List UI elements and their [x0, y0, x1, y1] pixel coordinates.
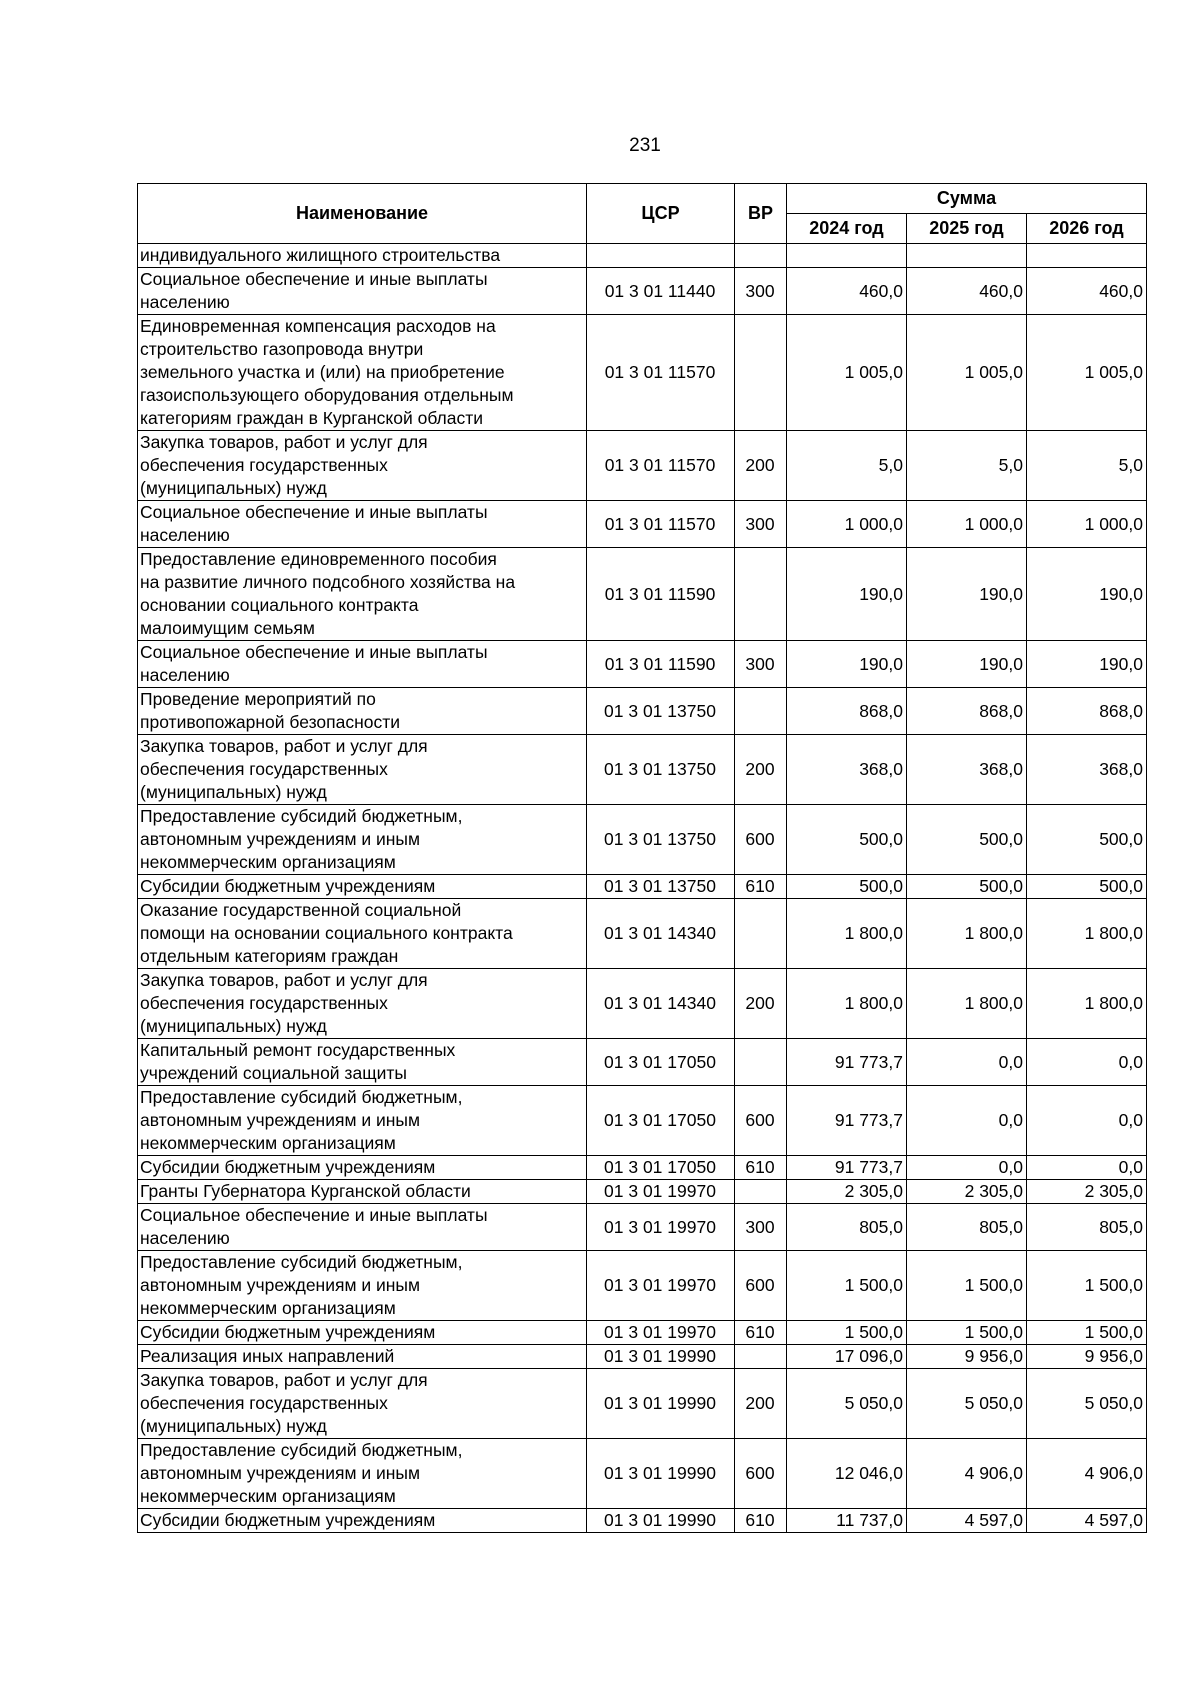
- table-row: [138, 1321, 1147, 1345]
- table-row: [138, 735, 1147, 805]
- csr-cell: 01 3 01 19990: [587, 1345, 735, 1369]
- amount-2026-cell: 805,0: [1027, 1204, 1147, 1251]
- header-csr: ЦСР: [587, 184, 735, 244]
- table-row: [138, 548, 1147, 641]
- name-cell: [138, 548, 587, 641]
- amount-2026-cell: 0,0: [1027, 1039, 1147, 1086]
- header-row: [138, 184, 1147, 214]
- table-row: [138, 1345, 1147, 1369]
- amount-2024-cell: 5 050,0: [787, 1369, 907, 1439]
- name-cell: [138, 1156, 587, 1180]
- csr-cell: 01 3 01 19990: [587, 1439, 735, 1509]
- amount-2025-cell: 4 906,0: [907, 1439, 1027, 1509]
- amount-2025-cell: 460,0: [907, 268, 1027, 315]
- csr-cell: 01 3 01 19970: [587, 1321, 735, 1345]
- header-year-2024: 2024 год: [787, 214, 907, 244]
- amount-2025-cell: 5,0: [907, 431, 1027, 501]
- amount-2024-cell: 91 773,7: [787, 1039, 907, 1086]
- name-line: Гранты Губернатора Курганской области: [140, 1181, 471, 1201]
- amount-2026-cell: 1 500,0: [1027, 1251, 1147, 1321]
- name-cell: [138, 1439, 587, 1509]
- vr-cell: [735, 1039, 787, 1086]
- amount-2024-cell: 1 005,0: [787, 315, 907, 431]
- name-cell: [138, 1251, 587, 1321]
- table-row: [138, 1369, 1147, 1439]
- amount-2024-cell: 868,0: [787, 688, 907, 735]
- name-line: учреждений социальной защиты: [140, 1063, 407, 1083]
- amount-2025-cell: 9 956,0: [907, 1345, 1027, 1369]
- vr-cell: 300: [735, 641, 787, 688]
- amount-2026-cell: 2 305,0: [1027, 1180, 1147, 1204]
- csr-cell: 01 3 01 17050: [587, 1086, 735, 1156]
- amount-2024-cell: 5,0: [787, 431, 907, 501]
- amount-2025-cell: 190,0: [907, 641, 1027, 688]
- page-number: 231: [629, 135, 661, 156]
- name-line: Оказание государственной социальной: [140, 900, 462, 920]
- name-cell: [138, 1369, 587, 1439]
- amount-2026-cell: 4 597,0: [1027, 1509, 1147, 1533]
- amount-2024-cell: 190,0: [787, 548, 907, 641]
- name-line: противопожарной безопасности: [140, 712, 401, 732]
- table-row: [138, 244, 1147, 268]
- name-line: земельного участка и (или) на приобретение: [140, 362, 505, 382]
- amount-2025-cell: [907, 244, 1027, 268]
- vr-cell: 600: [735, 805, 787, 875]
- name-line: некоммерческим организациям: [140, 1486, 396, 1506]
- name-line: населению: [140, 1228, 230, 1248]
- table-row: [138, 1204, 1147, 1251]
- table-row: [138, 268, 1147, 315]
- csr-cell: 01 3 01 14340: [587, 899, 735, 969]
- name-cell: [138, 1345, 587, 1369]
- amount-2026-cell: 1 800,0: [1027, 969, 1147, 1039]
- vr-cell: 610: [735, 1156, 787, 1180]
- name-cell: [138, 1509, 587, 1533]
- name-line: строительство газопровода внутри: [140, 339, 424, 359]
- vr-cell: 200: [735, 969, 787, 1039]
- table-row: [138, 1439, 1147, 1509]
- amount-2026-cell: 5,0: [1027, 431, 1147, 501]
- name-line: автономным учреждениям и иным: [140, 1463, 421, 1483]
- table-row: [138, 1156, 1147, 1180]
- amount-2024-cell: 12 046,0: [787, 1439, 907, 1509]
- amount-2024-cell: 1 800,0: [787, 899, 907, 969]
- name-line: малоимущим семьям: [140, 618, 315, 638]
- name-cell: [138, 1086, 587, 1156]
- amount-2024-cell: 2 305,0: [787, 1180, 907, 1204]
- name-line: Предоставление субсидий бюджетным,: [140, 1252, 463, 1272]
- amount-2025-cell: 1 500,0: [907, 1251, 1027, 1321]
- vr-cell: 610: [735, 875, 787, 899]
- header-year-2025: 2025 год: [907, 214, 1027, 244]
- amount-2025-cell: 4 597,0: [907, 1509, 1027, 1533]
- amount-2025-cell: 0,0: [907, 1156, 1027, 1180]
- amount-2025-cell: 1 005,0: [907, 315, 1027, 431]
- vr-cell: [735, 688, 787, 735]
- name-line: некоммерческим организациям: [140, 1298, 396, 1318]
- vr-cell: 600: [735, 1086, 787, 1156]
- csr-cell: 01 3 01 13750: [587, 805, 735, 875]
- csr-cell: 01 3 01 13750: [587, 875, 735, 899]
- table-row: [138, 969, 1147, 1039]
- name-line: Социальное обеспечение и иные выплаты: [140, 502, 488, 522]
- amount-2025-cell: 2 305,0: [907, 1180, 1027, 1204]
- csr-cell: 01 3 01 19990: [587, 1509, 735, 1533]
- vr-cell: [735, 1345, 787, 1369]
- name-line: Закупка товаров, работ и услуг для: [140, 736, 428, 756]
- amount-2026-cell: 190,0: [1027, 641, 1147, 688]
- vr-cell: 300: [735, 501, 787, 548]
- name-cell: [138, 1180, 587, 1204]
- table-row: [138, 1039, 1147, 1086]
- name-line: Субсидии бюджетным учреждениям: [140, 1157, 436, 1177]
- amount-2026-cell: 190,0: [1027, 548, 1147, 641]
- amount-2026-cell: 1 800,0: [1027, 899, 1147, 969]
- amount-2024-cell: 91 773,7: [787, 1086, 907, 1156]
- csr-cell: 01 3 01 13750: [587, 735, 735, 805]
- amount-2026-cell: 460,0: [1027, 268, 1147, 315]
- name-line: некоммерческим организациям: [140, 1133, 396, 1153]
- table-row: [138, 899, 1147, 969]
- amount-2026-cell: [1027, 244, 1147, 268]
- amount-2024-cell: 1 500,0: [787, 1321, 907, 1345]
- name-line: (муниципальных) нужд: [140, 782, 327, 802]
- amount-2024-cell: 500,0: [787, 805, 907, 875]
- amount-2024-cell: 1 000,0: [787, 501, 907, 548]
- amount-2026-cell: 0,0: [1027, 1156, 1147, 1180]
- name-cell: [138, 688, 587, 735]
- name-cell: [138, 244, 587, 268]
- amount-2025-cell: 500,0: [907, 875, 1027, 899]
- csr-cell: 01 3 01 19970: [587, 1251, 735, 1321]
- amount-2024-cell: 190,0: [787, 641, 907, 688]
- amount-2025-cell: 368,0: [907, 735, 1027, 805]
- table-row: [138, 1509, 1147, 1533]
- amount-2026-cell: 0,0: [1027, 1086, 1147, 1156]
- csr-cell: [587, 244, 735, 268]
- amount-2026-cell: 368,0: [1027, 735, 1147, 805]
- name-cell: [138, 1204, 587, 1251]
- name-line: Капитальный ремонт государственных: [140, 1040, 456, 1060]
- name-line: помощи на основании социального контракта: [140, 923, 513, 943]
- amount-2024-cell: 460,0: [787, 268, 907, 315]
- amount-2026-cell: 4 906,0: [1027, 1439, 1147, 1509]
- name-line: Субсидии бюджетным учреждениям: [140, 1322, 436, 1342]
- header-sum: Сумма: [787, 184, 1147, 214]
- amount-2025-cell: 1 800,0: [907, 899, 1027, 969]
- csr-cell: 01 3 01 19970: [587, 1204, 735, 1251]
- name-line: Предоставление субсидий бюджетным,: [140, 1087, 463, 1107]
- name-line: (муниципальных) нужд: [140, 1416, 327, 1436]
- name-cell: [138, 805, 587, 875]
- vr-cell: [735, 548, 787, 641]
- vr-cell: [735, 315, 787, 431]
- amount-2026-cell: 1 000,0: [1027, 501, 1147, 548]
- amount-2025-cell: 1 000,0: [907, 501, 1027, 548]
- vr-cell: 600: [735, 1251, 787, 1321]
- csr-cell: 01 3 01 11570: [587, 501, 735, 548]
- amount-2026-cell: 5 050,0: [1027, 1369, 1147, 1439]
- vr-cell: 200: [735, 735, 787, 805]
- name-line: отдельным категориям граждан: [140, 946, 399, 966]
- vr-cell: [735, 899, 787, 969]
- table-row: [138, 688, 1147, 735]
- vr-cell: 610: [735, 1509, 787, 1533]
- amount-2026-cell: 868,0: [1027, 688, 1147, 735]
- table-row: [138, 1180, 1147, 1204]
- csr-cell: 01 3 01 11570: [587, 315, 735, 431]
- amount-2024-cell: 1 500,0: [787, 1251, 907, 1321]
- vr-cell: [735, 1180, 787, 1204]
- amount-2024-cell: 500,0: [787, 875, 907, 899]
- amount-2025-cell: 1 500,0: [907, 1321, 1027, 1345]
- name-line: автономным учреждениям и иным: [140, 829, 421, 849]
- name-line: Предоставление субсидий бюджетным,: [140, 1440, 463, 1460]
- name-line: (муниципальных) нужд: [140, 1016, 327, 1036]
- table-row: [138, 501, 1147, 548]
- name-cell: [138, 501, 587, 548]
- csr-cell: 01 3 01 11440: [587, 268, 735, 315]
- amount-2025-cell: 5 050,0: [907, 1369, 1027, 1439]
- amount-2024-cell: [787, 244, 907, 268]
- amount-2024-cell: 17 096,0: [787, 1345, 907, 1369]
- amount-2024-cell: 11 737,0: [787, 1509, 907, 1533]
- name-line: обеспечения государственных: [140, 759, 388, 779]
- csr-cell: 01 3 01 19970: [587, 1180, 735, 1204]
- name-line: Предоставление единовременного пособия: [140, 549, 497, 569]
- name-line: Единовременная компенсация расходов на: [140, 316, 496, 336]
- name-line: (муниципальных) нужд: [140, 478, 327, 498]
- name-line: Проведение мероприятий по: [140, 689, 376, 709]
- csr-cell: 01 3 01 14340: [587, 969, 735, 1039]
- name-line: обеспечения государственных: [140, 993, 388, 1013]
- name-line: индивидуального жилищного строительства: [140, 245, 501, 265]
- name-line: Субсидии бюджетным учреждениям: [140, 876, 436, 896]
- name-line: основании социального контракта: [140, 595, 419, 615]
- name-line: Закупка товаров, работ и услуг для: [140, 432, 428, 452]
- name-cell: [138, 969, 587, 1039]
- name-line: населению: [140, 292, 230, 312]
- vr-cell: 600: [735, 1439, 787, 1509]
- name-cell: [138, 735, 587, 805]
- name-line: Реализация иных направлений: [140, 1346, 395, 1366]
- name-cell: [138, 899, 587, 969]
- amount-2025-cell: 868,0: [907, 688, 1027, 735]
- csr-cell: 01 3 01 17050: [587, 1156, 735, 1180]
- table-body: [138, 244, 1147, 1533]
- header-vr: ВР: [735, 184, 787, 244]
- vr-cell: 200: [735, 1369, 787, 1439]
- amount-2026-cell: 9 956,0: [1027, 1345, 1147, 1369]
- name-line: Закупка товаров, работ и услуг для: [140, 970, 428, 990]
- name-cell: [138, 315, 587, 431]
- table-row: [138, 315, 1147, 431]
- table-row: [138, 641, 1147, 688]
- name-line: газоиспользующего оборудования отдельным: [140, 385, 514, 405]
- table-row: [138, 805, 1147, 875]
- amount-2025-cell: 500,0: [907, 805, 1027, 875]
- csr-cell: 01 3 01 11590: [587, 641, 735, 688]
- name-line: Закупка товаров, работ и услуг для: [140, 1370, 428, 1390]
- name-line: автономным учреждениям и иным: [140, 1110, 421, 1130]
- name-line: населению: [140, 525, 230, 545]
- header-name: Наименование: [138, 184, 587, 244]
- vr-cell: 300: [735, 1204, 787, 1251]
- amount-2025-cell: 0,0: [907, 1039, 1027, 1086]
- amount-2024-cell: 1 800,0: [787, 969, 907, 1039]
- name-line: некоммерческим организациям: [140, 852, 396, 872]
- amount-2025-cell: 1 800,0: [907, 969, 1027, 1039]
- name-line: обеспечения государственных: [140, 455, 388, 475]
- amount-2026-cell: 500,0: [1027, 875, 1147, 899]
- name-cell: [138, 875, 587, 899]
- table-row: [138, 875, 1147, 899]
- vr-cell: 300: [735, 268, 787, 315]
- vr-cell: 200: [735, 431, 787, 501]
- table-row: [138, 1086, 1147, 1156]
- name-line: обеспечения государственных: [140, 1393, 388, 1413]
- csr-cell: 01 3 01 13750: [587, 688, 735, 735]
- name-line: Предоставление субсидий бюджетным,: [140, 806, 463, 826]
- vr-cell: [735, 244, 787, 268]
- name-line: на развитие личного подсобного хозяйства на: [140, 572, 516, 592]
- amount-2026-cell: 1 500,0: [1027, 1321, 1147, 1345]
- amount-2025-cell: 190,0: [907, 548, 1027, 641]
- name-cell: [138, 1321, 587, 1345]
- amount-2024-cell: 91 773,7: [787, 1156, 907, 1180]
- name-line: автономным учреждениям и иным: [140, 1275, 421, 1295]
- table-row: [138, 1251, 1147, 1321]
- amount-2024-cell: 368,0: [787, 735, 907, 805]
- csr-cell: 01 3 01 11570: [587, 431, 735, 501]
- name-cell: [138, 641, 587, 688]
- csr-cell: 01 3 01 17050: [587, 1039, 735, 1086]
- name-line: Социальное обеспечение и иные выплаты: [140, 269, 488, 289]
- name-line: населению: [140, 665, 230, 685]
- name-line: Социальное обеспечение и иные выплаты: [140, 1205, 488, 1225]
- amount-2025-cell: 0,0: [907, 1086, 1027, 1156]
- vr-cell: 610: [735, 1321, 787, 1345]
- header-year-2026: 2026 год: [1027, 214, 1147, 244]
- amount-2025-cell: 805,0: [907, 1204, 1027, 1251]
- table-row: [138, 431, 1147, 501]
- amount-2026-cell: 500,0: [1027, 805, 1147, 875]
- name-line: Социальное обеспечение и иные выплаты: [140, 642, 488, 662]
- name-line: Субсидии бюджетным учреждениям: [140, 1510, 436, 1530]
- name-cell: [138, 268, 587, 315]
- amount-2026-cell: 1 005,0: [1027, 315, 1147, 431]
- name-cell: [138, 1039, 587, 1086]
- amount-2024-cell: 805,0: [787, 1204, 907, 1251]
- csr-cell: 01 3 01 11590: [587, 548, 735, 641]
- name-line: категориям граждан в Курганской области: [140, 408, 484, 428]
- csr-cell: 01 3 01 19990: [587, 1369, 735, 1439]
- name-cell: [138, 431, 587, 501]
- budget-table: [137, 183, 1147, 1533]
